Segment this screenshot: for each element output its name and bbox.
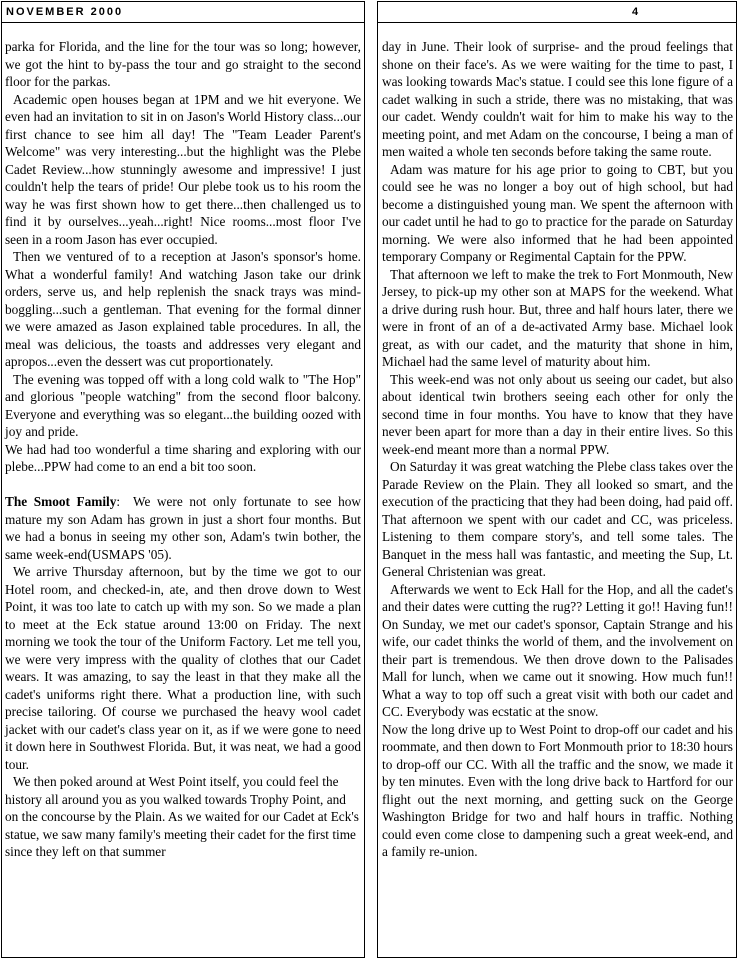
right-column-text [378,23,736,861]
paragraph: The evening was topped off with a long cold walk to "The Hop" and glorious "people watching" from the second floor balcony. Everyone and everything was so elegant...the building oozed with joy and pride. [5,371,361,439]
paragraph [5,493,361,563]
paragraph: Now the long drive up to West Point to drop-off our cadet and his roommate, and then down to Fort Monmouth prior to 18:30 hours to drop-off our CC. With all the traffic and the snow, we made it by ten minutes. Even with the long drive back to Hartford for our flight out the next morning, and getting suck on the George Washington Bridge for two and half hours in traffic. Nothing could even come close to dampening such a great week-end, and a family re-union. [382,721,733,859]
header-right [378,2,736,23]
paragraph: That afternoon we left to make the trek to Fort Monmouth, New Jersey, to pick-up my other son at MAPS for the weekend. What a drive during rush hour. But, three and half hours later, there we were in front of an of a de-activated Army base. Michael look great, as with our cadet, and the maturity that shone in him, Michael had the same level of maturity about him. [382,266,733,369]
paragraph: day in June. Their look of surprise- and the proud feelings that shone on their face's. As we were waiting for the time to past, I was looking towards Mac's statue. I could see this lone figure of a cadet walking in such a stride, there was no mistaking, that was our cadet. Wendy couldn't wait for him to make his way to the meeting point, and met Adam on the concourse, I being a man of men waited a whole ten seconds before taking the same route. [382,39,733,159]
right-column [377,1,737,958]
left-column [1,1,365,958]
paragraph: On Saturday it was great watching the Plebe class takes over the Parade Review on the Plain. They all looked so smart, and the execution of the practicing that they had been doing, had paid off. That afternoon we spent with our cadet and CC, was priceless. Listening to them compare story's, and tell some tales. The Banquet in the mess hall was fantastic, and meeting the Sup, Lt. General Christenian was great. [382,459,733,579]
paragraph: We arrive Thursday afternoon, but by the time we got to our Hotel room, and checked-in, ate, and then drove down to West Point, it was too late to catch up with my son. So we made a plan to meet at the Eck statue around 13:00 on Friday. The next morning we took the tour of the Uniform Factory. Let me tell you, we were very impress with the quality of clothes that our Cadet wears. It was amazing, to say the least in that they make all the cadet's uniforms right there. What a production line, with such precise tailoring. Of course we purchased the heavy wool cadet jacket with our cadet's class year on it, as if we were gone to need it down here in Southwest Florida. But, it was neat, we had a good tour. [5,564,361,772]
paragraph: We then poked around at West Point itself, you could feel the history all around you as you walked towards Trophy Point, and on the concourse by the Plain. As we waited for our Cadet at Eck's statue, we saw many family's meeting their cadet for the first time since they left on that summer [5,774,359,859]
paragraph: Then we ventured of to a reception at Jason's sponsor's home. What a wonderful family! And watching Jason take our drink orders, serve us, and help replenish the snack trays was mind-boggling...such a gentleman. That evening for the formal dinner we were amazed as Jason explained table procedures. In all, the meal was delicious, the toasts and addresses very elegant and apropos...even the dessert was cut proportionately. [5,249,361,369]
page-number: 4 [632,6,639,18]
left-column-text [2,23,364,861]
section-heading: The Smoot Family [5,494,117,509]
paragraph-text: We were not only fortunate to see how mature my son Adam has grown in just a short four months. But we had a bonus in seeing my other son, Adam's twin bother, the same week-end(USMAPS '05). [5,494,361,562]
paragraph: Adam was mature for his age prior to going to CBT, but you could see he was no longer a boy out of high school, but had become a distinguished young man. We spent the afternoon with our cadet until he had to go to practice for the parade on Saturday morning. We were also informed that he had been appointed temporary Company or Regimental Captain for the PPW. [382,161,733,264]
paragraph: Academic open houses began at 1PM and we hit everyone. We even had an invitation to sit in on Jason's World History class...our first chance to see him all day! The "Team Leader Parent's Welcome" was very interesting...but the highlight was the Plebe Cadet Review...how stunningly awesome and impressive! I just couldn't help the tears of pride! Our plebe took us to his room the way he was first shown how to get there...then challenged us to find it by ourselves...yeah...right! Nice rooms...most floor I've seen in a room Jason has ever occupied. [5,91,361,247]
paragraph: We had had too wonderful a time sharing and exploring with our plebe...PPW had come to an end a bit too soon. [5,441,361,474]
heading-colon: : [116,494,121,509]
paragraph: parka for Florida, and the line for the tour was so long; however, we got the hint to by-pass the tour and go straight to the second floor for the parkas. [5,39,361,89]
paragraph: This week-end was not only about us seeing our cadet, but also about identical twin brothers seeing each other for only the second time in four months. You have to know that they have never been apart for more than a day in their entire lives. So this week-end meant more than a normal PPW. [382,371,733,457]
header-left [2,2,364,23]
issue-date: NOVEMBER 2000 [6,6,124,18]
paragraph: Afterwards we went to Eck Hall for the Hop, and all the cadet's and their dates were cutting the rug?? Letting it go!! Having fun!! On Sunday, we met our cadet's sponsor, Captain Strange and his wife, our cadet thinks the world of them, and the involvement on their part is tremendous. We then drove down to the Palisades Mall for lunch, when we came out it snowing. How much fun!! What a way to top off such a great visit with both our cadet and CC. Everybody was ecstatic at the snow. [382,581,733,719]
paragraph-gap [5,476,361,494]
